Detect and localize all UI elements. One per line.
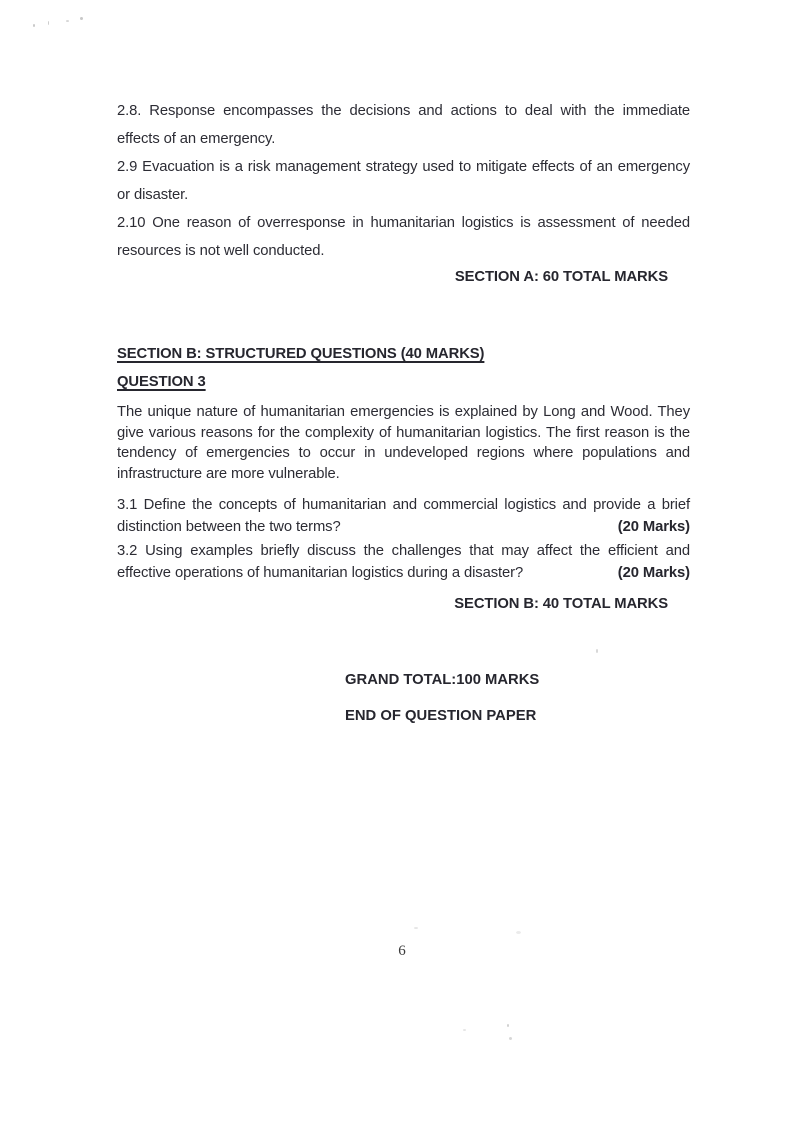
scan-artifact	[66, 20, 69, 22]
question-3-heading: QUESTION 3	[117, 374, 206, 390]
question-3-2	[117, 540, 690, 584]
question-3-1-marks: (20 Marks)	[617, 519, 690, 535]
section-b-heading: SECTION B: STRUCTURED QUESTIONS (40 MARKS)	[117, 346, 485, 362]
scan-artifact	[509, 1037, 512, 1040]
section-b-total-marks: SECTION B: 40 TOTAL MARKS	[454, 596, 668, 612]
question-3-2-marks: (20 Marks)	[617, 565, 690, 581]
scan-artifact	[80, 17, 83, 20]
scan-artifact	[507, 1024, 509, 1027]
question-3-2-text: 3.2 Using examples briefly discuss the challenges that may affect the efficient and effective operations of humanitarian logistics during a disaster?	[117, 543, 690, 581]
question-3-1	[117, 494, 690, 538]
scan-artifact	[414, 927, 418, 929]
section-a-total-marks: SECTION A: 60 TOTAL MARKS	[454, 269, 668, 285]
statement-2-8: 2.8. Response encompasses the decisions and actions to deal with the immediate effects of an emergency.	[117, 103, 690, 147]
question-3-1-text: 3.1 Define the concepts of humanitarian and commercial logistics and provide a brief distinction between the two terms?	[117, 497, 690, 535]
question-3-intro: The unique nature of humanitarian emergencies is explained by Long and Wood. They give various reasons for the complexity of humanitarian logistics. The first reason is the tendency of emergencies to occur in undeveloped regions where populations and infrastructure are more vulnerable.	[117, 404, 690, 482]
statement-2-9: 2.9 Evacuation is a risk management strategy used to mitigate effects of an emergency or disaster.	[117, 159, 690, 203]
scan-artifact	[516, 931, 521, 934]
section-a-statements	[117, 97, 690, 265]
statement-2-10: 2.10 One reason of overresponse in humanitarian logistics is assessment of needed resources is not well conducted.	[117, 215, 690, 259]
page-number: 6	[398, 943, 406, 959]
grand-total-line: GRAND TOTAL:100 MARKS	[345, 672, 540, 688]
end-of-question-paper-line: END OF QUESTION PAPER	[345, 708, 537, 724]
scan-artifact	[596, 649, 598, 653]
scan-artifact	[48, 21, 49, 25]
scan-artifact	[33, 24, 35, 27]
scan-artifact	[463, 1029, 466, 1031]
